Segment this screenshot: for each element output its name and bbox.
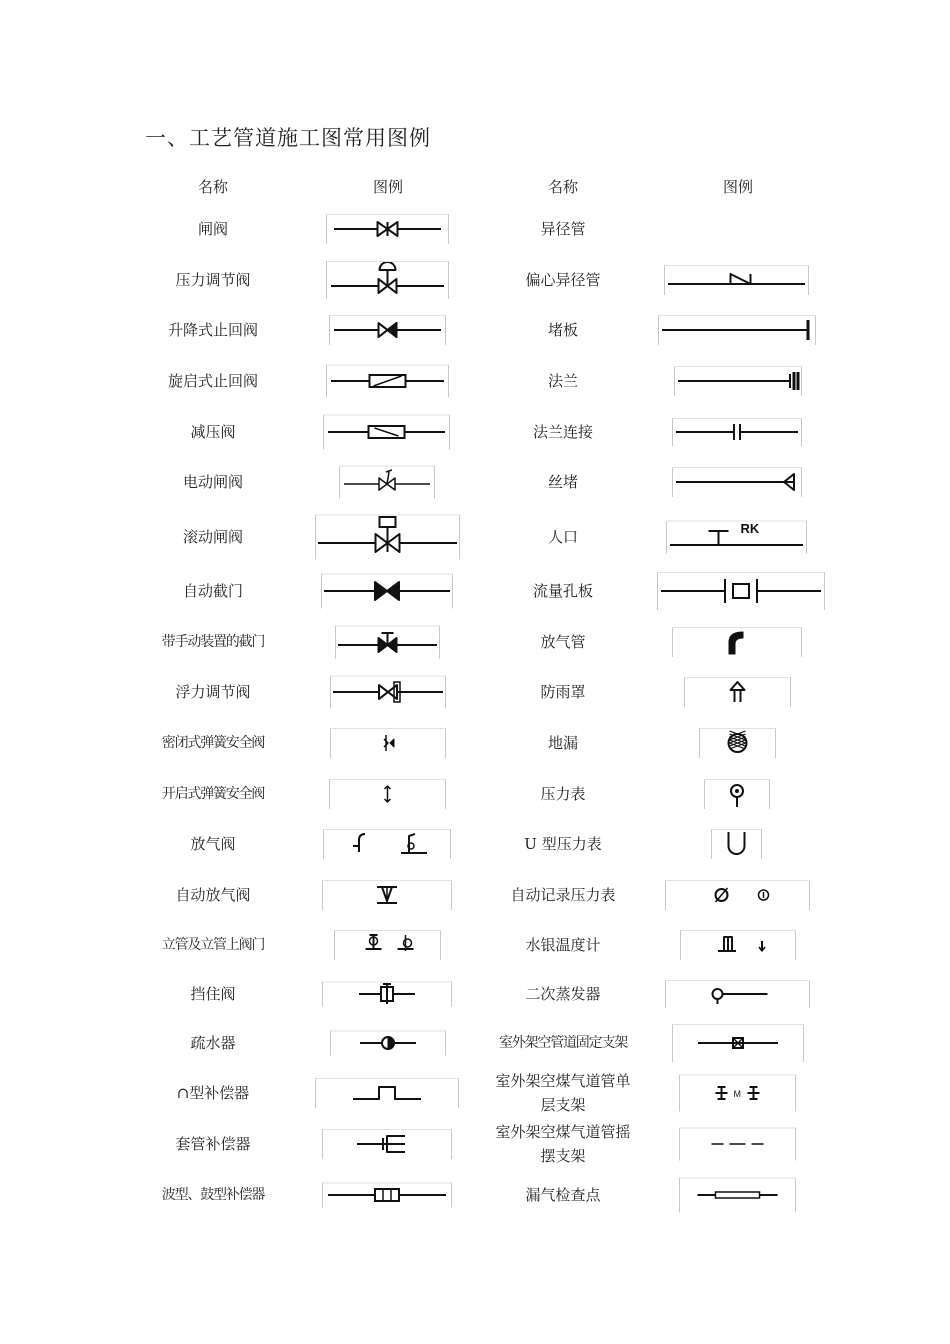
symbol-name-right: 二次蒸发器 xyxy=(525,985,601,1003)
symbol-name-left: 放气阀 xyxy=(190,835,236,853)
pressure-gauge-icon xyxy=(704,779,770,809)
symbol-frame xyxy=(323,415,450,450)
symbol-frame xyxy=(326,365,449,398)
symbol-name-left: 滚动闸阀 xyxy=(182,528,243,546)
fixed-support-icon xyxy=(672,1024,804,1062)
symbol-name-right: 丝堵 xyxy=(547,473,578,491)
symbol-frame xyxy=(665,980,810,1008)
manhole-rk-label: RK xyxy=(740,521,760,536)
symbol-frame xyxy=(323,829,451,859)
symbol-name-right: 自动记录压力表 xyxy=(510,886,616,904)
symbol-frame xyxy=(711,829,762,859)
vent-pipe-icon xyxy=(672,627,802,657)
symbol-frame xyxy=(672,467,802,497)
motorized-gate-valve-icon xyxy=(339,466,435,499)
symbol-name-right: 流量孔板 xyxy=(532,582,593,600)
header-name-left: 名称 xyxy=(197,178,228,196)
symbol-name-left: 带手动装置的截门 xyxy=(161,634,265,650)
swing-check-valve-icon xyxy=(326,365,449,398)
bellows-expansion-joint-icon xyxy=(322,1183,452,1208)
pressure-reducing-valve-icon xyxy=(323,415,450,450)
symbol-frame xyxy=(335,626,440,659)
symbol-frame xyxy=(680,930,796,960)
block-valve-icon xyxy=(322,982,452,1007)
automatic-vent-valve-icon xyxy=(322,880,452,910)
symbol-frame xyxy=(672,627,802,657)
rain-cap-icon xyxy=(684,677,791,707)
symbol-frame xyxy=(329,779,446,809)
symbol-name-right: 室外架空管道固定支架 xyxy=(499,1035,627,1051)
symbol-name-right: 水银温度计 xyxy=(525,936,601,954)
symbol-name-right: 人口 xyxy=(547,528,578,546)
symbol-name-right: 偏心异径管 xyxy=(525,271,601,289)
pressure-regulating-valve-icon xyxy=(326,261,449,299)
vent-valve-icon xyxy=(323,829,451,859)
symbol-name-right-line: 层支架 xyxy=(540,1096,586,1114)
symbol-name-left: 减压阀 xyxy=(190,423,236,441)
symbol-name-left: 立管及立管上阀门 xyxy=(161,937,265,953)
symbol-name-left: 开启式弹簧安全阀 xyxy=(161,786,265,802)
symbol-name-right-line: 室外架空煤气道管摇 xyxy=(495,1123,631,1141)
sleeve-expansion-joint-icon xyxy=(322,1129,452,1159)
open-spring-safety-valve-icon xyxy=(329,779,446,809)
symbol-frame xyxy=(674,366,802,396)
symbol-name-left: 自动截门 xyxy=(182,582,243,600)
symbol-name-right: 漏气检查点 xyxy=(525,1186,601,1204)
symbol-frame xyxy=(658,315,816,345)
symbol-name-left: 挡住阀 xyxy=(190,985,236,1003)
symbol-name-right: 放气管 xyxy=(540,633,586,651)
header-symbol-left: 图例 xyxy=(372,178,403,196)
header-name-right: 名称 xyxy=(547,178,578,196)
symbol-name-left: 闸阀 xyxy=(197,220,228,238)
symbol-name-right: 压力表 xyxy=(540,785,586,803)
symbol-frame xyxy=(326,214,449,244)
symbol-frame xyxy=(699,728,776,758)
symbol-name-left: 波型、鼓型补偿器 xyxy=(161,1187,265,1203)
symbol-frame xyxy=(704,779,770,809)
symbol-name-left: 电动闸阀 xyxy=(182,473,243,491)
symbol-name-right-line: 摆支架 xyxy=(540,1147,586,1165)
manhole-icon xyxy=(666,521,807,554)
secondary-evaporator-icon xyxy=(665,980,810,1008)
gate-valve-icon xyxy=(326,214,449,244)
symbol-name-left: 疏水器 xyxy=(190,1034,236,1052)
automatic-stop-valve-icon xyxy=(321,574,453,609)
symbol-frame xyxy=(679,1128,796,1161)
symbol-frame xyxy=(684,677,791,707)
single-layer-support-icon xyxy=(679,1075,796,1112)
symbol-name-right: 法兰 xyxy=(547,372,578,390)
symbol-frame xyxy=(330,728,446,758)
recording-pressure-gauge-icon xyxy=(665,880,810,910)
manual-stop-valve-icon xyxy=(335,626,440,659)
screw-plug-icon xyxy=(672,467,802,497)
riser-valve-icon xyxy=(334,930,441,960)
symbol-frame xyxy=(339,466,435,499)
symbol-name-left: 套管补偿器 xyxy=(175,1135,251,1153)
symbol-frame xyxy=(315,515,460,560)
symbol-name-left: 旋启式止回阀 xyxy=(167,372,258,390)
symbol-frame xyxy=(679,1178,796,1213)
orifice-plate-icon xyxy=(657,572,825,610)
symbol-name-left: ∩型补偿器 xyxy=(176,1084,250,1102)
symbol-frame xyxy=(322,1129,452,1159)
eccentric-reducer-icon xyxy=(664,265,809,295)
header-symbol-right: 图例 xyxy=(722,178,753,196)
lift-check-valve-icon xyxy=(329,315,446,345)
floor-drain-icon xyxy=(699,728,776,758)
symbol-frame xyxy=(329,315,446,345)
swing-support-icon xyxy=(679,1128,796,1161)
symbol-name-right: 法兰连接 xyxy=(532,423,593,441)
symbol-name-left: 压力调节阀 xyxy=(175,271,251,289)
symbol-frame xyxy=(315,1078,459,1108)
symbol-frame xyxy=(679,1075,796,1112)
symbol-name-left: 密闭式弹簧安全阀 xyxy=(161,735,265,751)
symbol-frame xyxy=(665,880,810,910)
symbol-frame xyxy=(322,982,452,1007)
symbol-frame xyxy=(322,880,452,910)
symbol-frame xyxy=(330,676,446,709)
symbol-frame xyxy=(322,1183,452,1208)
page-title: 一、工艺管道施工图常用图例 xyxy=(145,126,431,150)
symbol-name-right: 堵板 xyxy=(547,321,578,339)
leak-check-point-icon xyxy=(679,1178,796,1213)
symbol-name-right xyxy=(478,1069,648,1117)
symbol-name-left: 自动放气阀 xyxy=(175,886,251,904)
symbol-name-left: 浮力调节阀 xyxy=(175,683,251,701)
float-regulating-valve-icon xyxy=(330,676,446,709)
symbol-frame xyxy=(334,930,441,960)
support-m-label: M xyxy=(733,1089,741,1099)
u-manometer-icon xyxy=(711,829,762,859)
symbol-frame xyxy=(672,1024,804,1062)
symbol-name-right: 异径管 xyxy=(540,220,586,238)
blind-plate-icon xyxy=(658,315,816,345)
u-expansion-joint-icon xyxy=(315,1078,459,1108)
symbol-name-right: 防雨罩 xyxy=(540,683,586,701)
symbol-name-right: U 型压力表 xyxy=(524,835,602,853)
rolling-gate-valve-icon xyxy=(315,515,460,560)
symbol-frame xyxy=(326,261,449,299)
steam-trap-icon xyxy=(330,1031,446,1056)
symbol-name-right-line: 室外架空煤气道管单 xyxy=(495,1072,631,1090)
symbol-name-right: 地漏 xyxy=(547,734,578,752)
flange-icon xyxy=(674,366,802,396)
mercury-thermometer-icon xyxy=(680,930,796,960)
symbol-frame xyxy=(672,418,802,446)
symbol-frame xyxy=(657,572,825,610)
closed-spring-safety-valve-icon xyxy=(330,728,446,758)
symbol-name-right xyxy=(478,1120,648,1168)
symbol-frame xyxy=(330,1031,446,1056)
symbol-name-left: 升降式止回阀 xyxy=(167,321,258,339)
symbol-frame xyxy=(666,521,807,554)
symbol-frame xyxy=(321,574,453,609)
symbol-frame xyxy=(664,265,809,295)
flange-connection-icon xyxy=(672,418,802,446)
